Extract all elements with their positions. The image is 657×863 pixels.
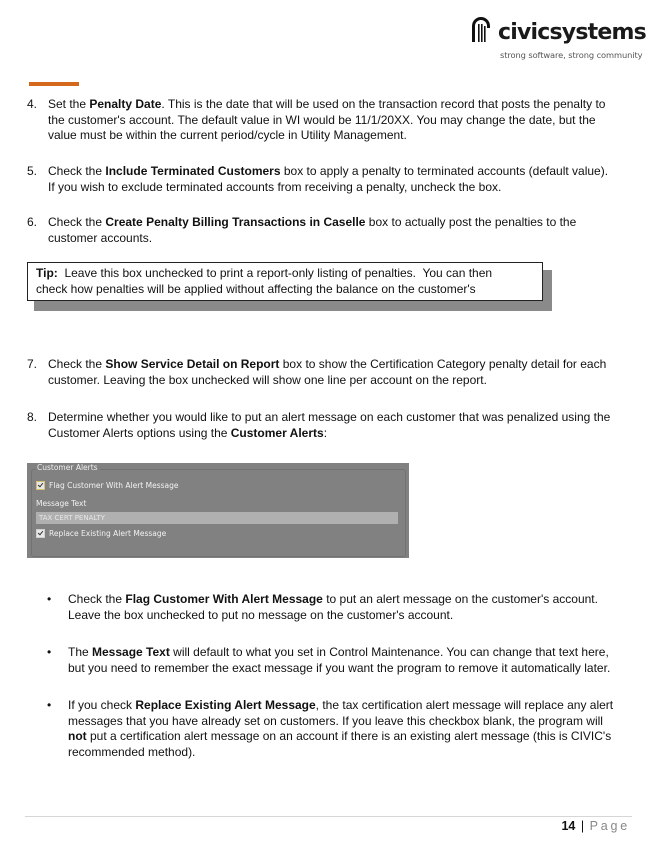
line: Set the Penalty Date. This is the date that will be used on the transaction record that posts the penalty to: [48, 97, 606, 111]
line: value must be within the current period/cycle in Utility Management.: [48, 128, 407, 142]
step-text: [48, 410, 610, 441]
step-number: 7.: [27, 357, 38, 371]
customer-alerts-title: Customer Alerts: [37, 463, 98, 472]
page-number: 14: [561, 819, 576, 833]
line: Leave the box unchecked to put no message on the customer's account.: [68, 607, 454, 622]
bullet-icon: •: [47, 592, 52, 606]
line: customer accounts.: [48, 230, 153, 245]
flag-customer-checkbox-row[interactable]: [36, 481, 178, 490]
line: If you wish to exclude terminated accounts from receiving a penalty, uncheck the box.: [48, 179, 502, 194]
line: Customer Alerts options using the Customer Alerts:: [48, 425, 328, 440]
tip-text: check how penalties will be applied without affecting the balance on the customer's: [36, 281, 476, 296]
footer-divider: [25, 816, 632, 817]
step-text: [48, 97, 605, 144]
line: Check the Show Service Detail on Report box to show the Certification Category penalty detail for each: [48, 357, 607, 371]
tip-text: Leave this box unchecked to print a report-only listing of penalties. You can then: [57, 266, 493, 280]
message-text-label: Message Text: [36, 499, 87, 508]
logo-wordmark: civicsystems: [498, 20, 646, 45]
replace-alert-checkbox-row[interactable]: [36, 529, 166, 538]
flag-customer-label: Flag Customer With Alert Message: [49, 481, 179, 490]
line: the customer's account. The default value in WI would be 11/1/20XX. You may change the date, but the: [48, 112, 596, 127]
civic-columns-logo-icon: [470, 16, 492, 42]
replace-alert-checkbox[interactable]: [36, 529, 45, 538]
bullet-text: [68, 592, 598, 623]
line: The Message Text will default to what you set in Control Maintenance. You can change that text here,: [68, 645, 609, 659]
line: If you check Replace Existing Alert Message, the tax certification alert message will replace any alert: [68, 698, 614, 712]
logo-tagline: strong software, strong community: [500, 50, 643, 60]
message-text-input[interactable]: TAX CERT PENALTY: [36, 512, 398, 524]
civicsystems-logo: [470, 14, 646, 66]
line: but you need to remember the exact message if you want the program to remove it automatically later.: [68, 660, 611, 675]
accent-bar: [29, 82, 79, 86]
step-text: [48, 164, 608, 195]
customer-alerts-panel: [27, 463, 409, 558]
line: customer. Leaving the box unchecked will show one line per account on the report.: [48, 372, 487, 387]
line: Determine whether you would like to put an alert message on each customer that was penalized using the: [48, 410, 611, 424]
bullet-text: [68, 698, 613, 760]
bullet-icon: •: [47, 698, 52, 712]
flag-customer-checkbox[interactable]: [36, 481, 45, 490]
step-text: [48, 215, 576, 246]
step-number: 4.: [27, 97, 38, 111]
line: messages that you have already set on customers. If you leave this checkbox blank, the program will: [68, 713, 603, 728]
line: recommended method).: [68, 744, 196, 759]
step-text: [48, 357, 606, 388]
line: not put a certification alert message on an account if there is an existing alert message (this is CIVIC's: [68, 729, 612, 743]
tip-box: [27, 262, 543, 301]
tip-label: Tip:: [36, 266, 58, 280]
step-number: 8.: [27, 410, 38, 424]
replace-alert-label: Replace Existing Alert Message: [49, 529, 167, 538]
page-footer: [561, 819, 630, 833]
bullet-text: [68, 645, 610, 676]
page-label: Page: [589, 819, 630, 833]
footer-separator: |: [580, 819, 585, 833]
line: Check the Create Penalty Billing Transactions in Caselle box to actually post the penalties to the: [48, 215, 577, 229]
bullet-icon: •: [47, 645, 52, 659]
line: Check the Flag Customer With Alert Message to put an alert message on the customer's account.: [68, 592, 598, 606]
step-number: 5.: [27, 164, 38, 178]
line: Check the Include Terminated Customers box to apply a penalty to terminated accounts (default value).: [48, 164, 609, 178]
step-number: 6.: [27, 215, 38, 229]
